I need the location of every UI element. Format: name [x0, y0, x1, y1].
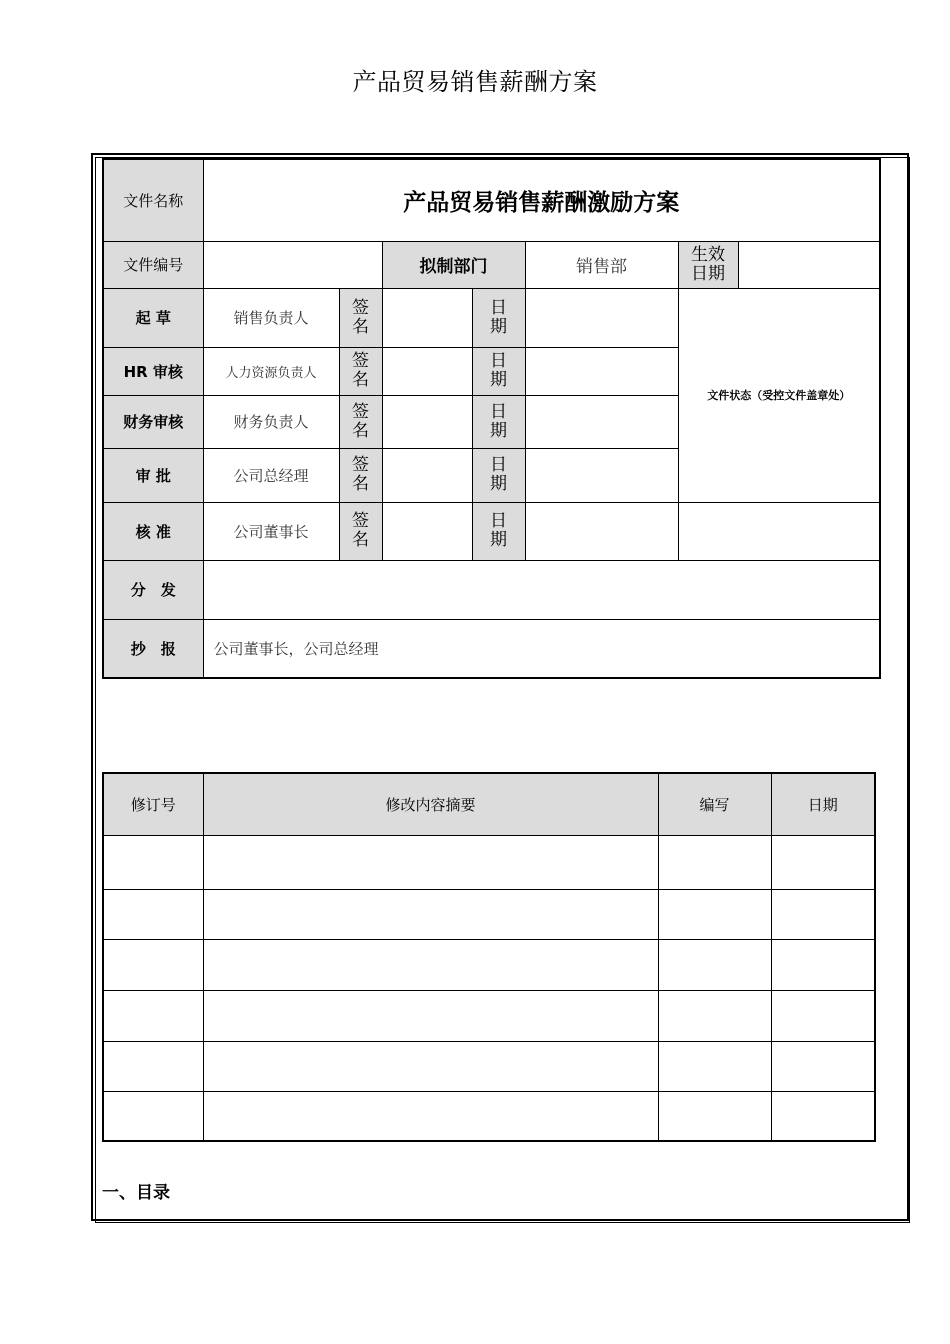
revision-cell[interactable]: [103, 835, 203, 889]
role-draft: 起 草: [103, 288, 203, 347]
revision-cell[interactable]: [658, 889, 771, 939]
revision-cell[interactable]: [203, 835, 658, 889]
sign-field[interactable]: [382, 395, 472, 448]
revision-cell[interactable]: [771, 990, 875, 1041]
table-row: [103, 939, 875, 990]
revision-cell[interactable]: [658, 1091, 771, 1141]
file-name-label: 文件名称: [103, 159, 203, 241]
sign-label: 签 名: [339, 288, 382, 347]
revision-cell[interactable]: [203, 1091, 658, 1141]
sign-field[interactable]: [382, 347, 472, 395]
date-field[interactable]: [525, 347, 678, 395]
revision-cell[interactable]: [771, 939, 875, 990]
revision-cell[interactable]: [771, 889, 875, 939]
date-field[interactable]: [525, 395, 678, 448]
role-finance-review: 财务审核: [103, 395, 203, 448]
revision-author-header: 编写: [658, 773, 771, 835]
date-label: 日 期: [472, 347, 525, 395]
revision-number-header: 修订号: [103, 773, 203, 835]
role-ratify: 核 准: [103, 502, 203, 560]
distribute-value[interactable]: [203, 560, 880, 619]
date-label: 日 期: [472, 395, 525, 448]
date-field[interactable]: [525, 502, 678, 560]
person-gm: 公司总经理: [203, 448, 339, 502]
revision-table: [102, 772, 876, 1142]
sign-label: 签 名: [339, 347, 382, 395]
stamp-extra-cell: [678, 502, 880, 560]
sign-label: 签 名: [339, 448, 382, 502]
sign-field[interactable]: [382, 502, 472, 560]
revision-cell[interactable]: [203, 939, 658, 990]
person-chairman: 公司董事长: [203, 502, 339, 560]
effective-label-line2: 日期: [691, 263, 725, 284]
date-field[interactable]: [525, 288, 678, 347]
revision-cell[interactable]: [203, 889, 658, 939]
revision-cell[interactable]: [203, 1041, 658, 1091]
effective-label-line1: 生效: [691, 244, 725, 265]
table-row: [103, 990, 875, 1041]
sign-field[interactable]: [382, 448, 472, 502]
revision-cell[interactable]: [771, 1091, 875, 1141]
department-label: 拟制部门: [382, 241, 525, 288]
revision-cell[interactable]: [203, 990, 658, 1041]
effective-date-value[interactable]: [738, 241, 880, 288]
file-number-value[interactable]: [203, 241, 382, 288]
person-draft: 销售负责人: [203, 288, 339, 347]
table-row: [103, 835, 875, 889]
revision-cell[interactable]: [103, 1041, 203, 1091]
revision-cell[interactable]: [658, 1041, 771, 1091]
cc-value: 公司董事长，公司总经理: [203, 619, 880, 678]
sign-label: 签 名: [339, 395, 382, 448]
revision-cell[interactable]: [771, 835, 875, 889]
role-hr-review: HR 审核: [103, 347, 203, 395]
date-label: 日 期: [472, 288, 525, 347]
date-label: 日 期: [472, 448, 525, 502]
revision-cell[interactable]: [103, 990, 203, 1041]
file-number-label: 文件编号: [103, 241, 203, 288]
revision-cell[interactable]: [658, 990, 771, 1041]
department-value: 销售部: [525, 241, 678, 288]
page-title: 产品贸易销售薪酬方案: [352, 68, 598, 96]
role-approve: 审 批: [103, 448, 203, 502]
effective-date-label: [678, 241, 738, 288]
revision-cell[interactable]: [103, 889, 203, 939]
sign-label: 签 名: [339, 502, 382, 560]
revision-cell[interactable]: [658, 939, 771, 990]
cc-label: 抄 报: [103, 619, 203, 678]
table-row: [103, 1091, 875, 1141]
section-heading-toc: 一、目录: [102, 1183, 170, 1203]
person-finance: 财务负责人: [203, 395, 339, 448]
revision-summary-header: 修改内容摘要: [203, 773, 658, 835]
revision-date-header: 日期: [771, 773, 875, 835]
file-status-stamp-area: 文件状态（受控文件盖章处）: [678, 288, 880, 502]
date-field[interactable]: [525, 448, 678, 502]
person-hr: 人力资源负责人: [203, 347, 339, 395]
document-info-table: [102, 158, 881, 679]
revision-cell[interactable]: [771, 1041, 875, 1091]
revision-cell[interactable]: [103, 1091, 203, 1141]
sign-field[interactable]: [382, 288, 472, 347]
revision-cell[interactable]: [103, 939, 203, 990]
table-row: [103, 1041, 875, 1091]
table-row: [103, 889, 875, 939]
distribute-label: 分 发: [103, 560, 203, 619]
date-label: 日 期: [472, 502, 525, 560]
revision-cell[interactable]: [658, 835, 771, 889]
file-name-value: 产品贸易销售薪酬激励方案: [203, 159, 880, 241]
